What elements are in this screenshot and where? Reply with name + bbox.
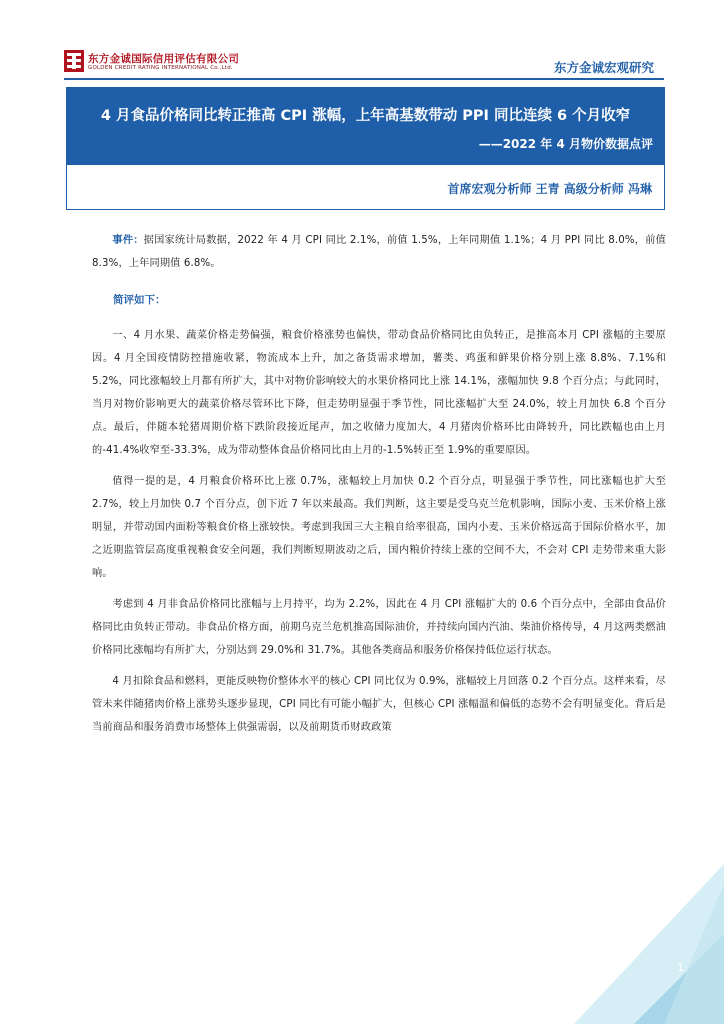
comment-heading: 简评如下： xyxy=(113,294,166,306)
logo-mark-icon xyxy=(64,50,84,72)
header-divider xyxy=(64,78,664,80)
paragraph-4: 4 月扣除食品和燃料，更能反映物价整体水平的核心 CPI 同比仅为 0.9%，涨幅较上月回落 0.2 个百分点。这样来看，尽管未来伴随猪肉价格上涨势头逐步显现，CPI 同比有可能小幅扩大，但核心 CPI 涨幅温和偏低的态势不会有明显变化。背后是当前商品和服务消费市场整体上供强需弱，以及前期货币财政政策 xyxy=(92,676,666,733)
paragraph-1: 一、4 月水果、蔬菜价格走势偏强，粮食价格涨势也偏快，带动食品价格同比由负转正，是推高本月 CPI 涨幅的主要原因。4 月全国疫情防控措施收紧，物流成本上升，加之备货需求增加，薯类、鸡蛋和鲜果价格分别上涨 8.8%、7.1%和 5.2%，同比涨幅较上月都有所扩大，其中对物价影响较大的水果价格同比上涨 14.1%，涨幅加快 9.8 个百分点；与此同时，当月对物价影响更大的蔬菜价格尽管环比下降，但走势明显强于季节性，同比涨幅扩大至 24.0%，较上月加快 6.8 个百分点。最后，伴随本轮猪周期价格下跌阶段接近尾声，加之收储力度加大，4 月猪肉价格环比由降转升，同比跌幅也由上月的-41.4%收窄至-33.3%，成为带动整体食品价格同比由上月的-1.5%转正至 1.9%的重要原因。 xyxy=(92,330,666,456)
author-box xyxy=(66,165,665,210)
company-name-cn: 东方金诚国际信用评估有限公司 xyxy=(88,53,240,65)
paragraph-2: 值得一提的是，4 月粮食价格环比上涨 0.7%，涨幅较上月加快 0.2 个百分点，明显强于季节性，同比涨幅也扩大至 2.7%，较上月加快 0.7 个百分点，创下近 7 年以来最高。我们判断，这主要是受乌克兰危机影响，国际小麦、玉米价格上涨明显，并带动国内面粉等粮食价格上涨较快。考虑到我国三大主粮自给率很高，国内小麦、玉米价格远高于国际价格水平，加之近期监管层高度重视粮食安全问题，我们判断短期波动之后，国内粮价持续上涨的空间不大，不会对 CPI 走势带来重大影响。 xyxy=(92,476,666,579)
report-title: 4 月食品价格同比转正推高 CPI 涨幅，上年高基数带动 PPI 同比连续 6 个月收窄 xyxy=(100,108,631,124)
section-label: 东方金诚宏观研究 xyxy=(553,60,654,75)
report-body xyxy=(92,229,666,747)
event-text: 据国家统计局数据，2022 年 4 月 CPI 同比 2.1%，前值 1.5%，上年同期值 1.1%；4 月 PPI 同比 8.0%，前值 8.3%，上年同期值 6.8%。 xyxy=(92,235,666,269)
authors: 首席宏观分析师 王青 高级分析师 冯琳 xyxy=(447,182,652,196)
corner-decoration xyxy=(554,824,724,1024)
company-logo xyxy=(64,48,254,76)
company-name-en: GOLDEN CREDIT RATING INTERNATIONAL Co.,Ltd. xyxy=(88,65,233,71)
report-subtitle: ——2022 年 4 月物价数据点评 xyxy=(478,137,653,151)
paragraph-3: 考虑到 4 月非食品价格同比涨幅与上月持平，均为 2.2%，因此在 4 月 CPI 涨幅扩大的 0.6 个百分点中，全部由食品价格同比由负转正带动。非食品价格方面，前期乌克兰危机推高国际油价，并持续向国内汽油、柴油价格传导，4 月这两类燃油价格同比涨幅均有所扩大，分别达到 29.0%和 31.7%。其他各类商品和服务价格保持低位运行状态。 xyxy=(92,599,666,656)
page-number: 1 xyxy=(677,961,684,974)
event-paragraph xyxy=(92,229,666,275)
title-banner xyxy=(66,87,665,165)
event-label: 事件： xyxy=(112,235,144,246)
